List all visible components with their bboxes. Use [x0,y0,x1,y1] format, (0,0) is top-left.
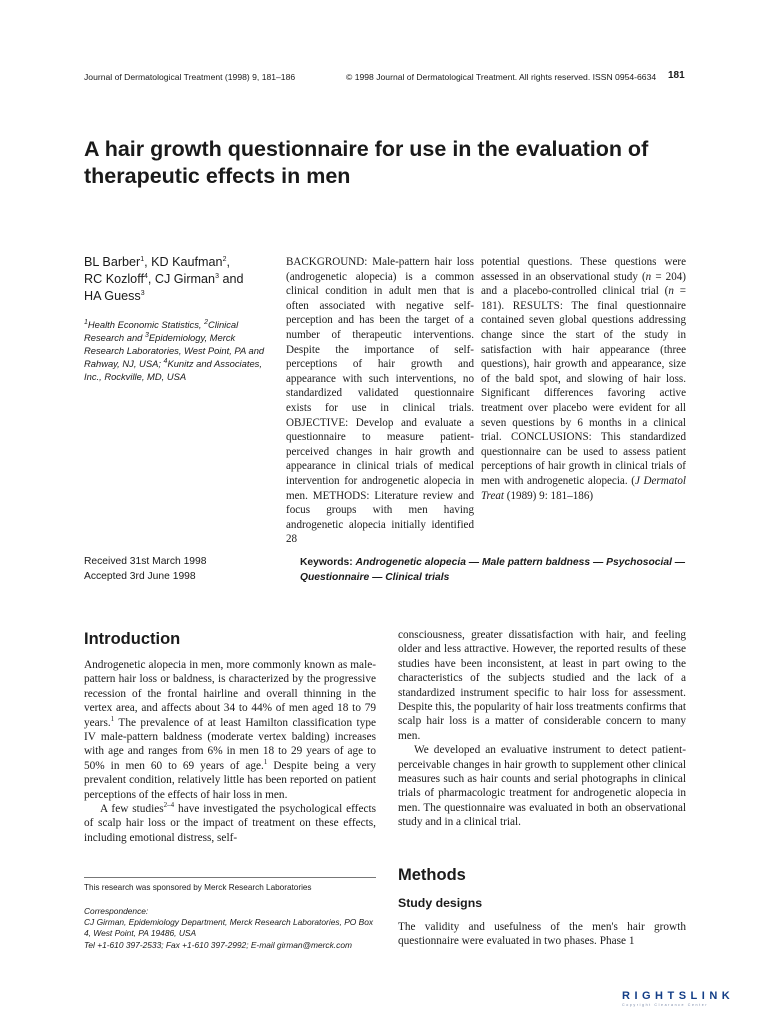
author-conjunction: and [218,272,244,286]
author-affiliation-mark: 2 [222,255,227,263]
author-name: BL Barber [84,255,141,269]
affiliation-mark: 1 [84,318,88,326]
reference-mark: 1 [110,714,115,723]
rightslink-tagline: Copyright Clearance Center [622,1003,709,1007]
author-name: KD Kaufman [151,255,223,269]
affiliation-text: Epidemiology, Merck Research Laboratories, West Point, PA and Rahway, NJ, USA; [84,332,265,369]
accepted-date: Accepted 3rd June 1998 [84,571,196,582]
affiliation-text: Clinical Research and [84,319,239,343]
correspondence-note [84,906,376,951]
citation-details: (1989) 9: 181–186) [504,489,594,502]
author-name: RC Kozloff [84,272,144,286]
article-title: A hair growth questionnaire for use in the evaluation of therapeutic effects in men [84,137,649,188]
author-affiliation-mark: 4 [143,272,148,280]
rightslink-logo[interactable] [622,990,762,1018]
affiliation-text: Kunitz and Associates, Inc., Rockville, MD, USA [84,358,262,382]
abstract-column-1: BACKGROUND: Male-pattern hair loss (androgenetic alopecia) is a common clinical condition in adult men that is often associated with negative self-perception and has been the target of a number of therapeutic interventions. Despite the importance of self-perceptions of hair growth and appearance with such interventions, no standardized validated questionnaire exists for use in clinical trials. OBJECTIVE: Develop and evaluate a questionnaire to measure patient-perceived changes in hair growth and appearance in clinical trials of medical intervention for androgenetic alopecia in men. METHODS: Literature review and focus groups with men having androgenetic alopecia initially identified 28 [286,256,474,546]
affiliation-mark: 3 [144,331,149,339]
introduction-heading: Introduction [84,630,181,648]
copyright-notice: © 1998 Journal of Dermatological Treatment. All rights reserved. ISSN 0954-6634 [346,72,657,82]
correspondence-contact: Tel +1-610 397-2533; Fax +1-610 397-2992; E-mail girman@merck.com [84,939,352,950]
correspondence-label: Correspondence: [84,906,149,916]
paragraph-text: have investigated the psychological effects of scalp hair loss or the impact of treatment on these effects, including emotional distress, self- [84,803,377,844]
methods-body [398,920,686,949]
author-affiliation-mark: 3 [215,272,219,280]
author-name: CJ Girman [154,272,216,286]
paragraph: consciousness, greater dissatisfaction with hair, and feeling older and less attractive. However, the reported results of these studies have been inconsistent, at least in part owing to the characteristics of the subjects studied and the lack of a standardized instrument specific to hair loss for assessment. Despite this, the popularity of hair loss treatments confirms that scalp hair loss is a matter of considerable concern to many men. [398,629,687,742]
funding-note: This research was sponsored by Merck Research Laboratories [84,883,312,892]
paragraph: The validity and usefulness of the men's hair growth questionnaire were evaluated in two phases. Phase 1 [398,921,686,948]
abstract-text: = 204) and a placebo-controlled clinical trial ( [481,270,686,298]
citation-journal: J Dermatol Treat [481,474,686,502]
correspondence-address: CJ Girman, Epidemiology Department, Merck Research Laboratories, PO Box 4, West Point, PA 19486, USA [84,917,374,939]
author-affiliation-mark: 1 [140,255,145,263]
affiliation-mark: 2 [204,318,209,326]
author-affiliation-mark: 3 [140,289,145,297]
paragraph [84,802,376,845]
journal-citation: Journal of Dermatological Treatment (1998) 9, 181–186 [84,72,296,82]
keywords-label: Keywords: [300,557,356,568]
page-number: 181 [668,70,685,81]
rightslink-wordmark: RIGHTSLINK [622,990,735,1002]
received-date: Received 31st March 1998 [84,556,207,567]
paragraph: We developed an evaluative instrument to detect patient-perceivable changes in hair growth to supplement other clinical measures such as hair counts and serial photographs in clinical trials of pharmacologic treatment for androgenetic alopecia in men. The questionnaire was evaluated in both an observational study and in a clinical trial. [398,744,686,829]
author-affiliations [84,318,276,383]
affiliation-text: Health Economic Statistics, [87,319,205,330]
paragraph-text: Despite being a very prevalent condition, relatively little has been reported on patient perceptions of the effects of hair loss in men. [84,759,376,801]
keywords-terms: Androgenetic alopecia — Male pattern baldness — Psychosocial — Questionnaire — Clinical trials [300,557,686,583]
abstract-text: = 181). RESULTS: The final questionnaire contained seven global questions addressing change since the start of the study in satisfaction with hair appearance (three questions), hair growth and appearance, size of the bald spot, and slowing of hair loss. Significant differences favoring active treatment over placebo were evident for all seven questions by 6 months in a clinical trial. CONCLUSIONS: This standardized questionnaire can be used to assess patient perceptions of hair growth in clinical trials of men with androgenetic alopecia. ( [481,285,687,487]
reference-mark: 2–4 [163,801,175,810]
footnote-divider [84,877,376,878]
paragraph-text: The prevalence of at least Hamilton classification type IV male-pattern baldness (moderate vertex balding) increases with age and ranges from 6% in men 18 to 29 years of age to 50% in men 60 to 69 years of age. [84,716,376,772]
paragraph-text: A few studies [100,803,164,816]
abstract-column-2 [481,255,686,503]
introduction-continued [398,628,686,830]
abstract-text: potential questions. These questions were assessed in an observational study ( [481,256,686,283]
affiliation-mark: 4 [163,357,168,365]
study-designs-heading: Study designs [398,896,483,910]
article-dates [84,554,207,584]
reference-mark: 1 [263,758,268,767]
sample-size-symbol: n [668,285,674,298]
introduction-body [84,658,376,845]
sample-size-symbol: n [645,270,652,283]
author-name: HA Guess [84,289,141,303]
author-list: BL Barber$^1$, KD Kaufman$^2$, RC Kozloff$^4$, CJ Girman$^3$ and HA Guess$^3$ [84,255,244,303]
paragraph-text: Androgenetic alopecia in men, more commonly known as male-pattern hair loss or baldness, is characterized by the progressive recession of the frontal hairline and overall thinning in the vertex area, and affects about 34 to 44% of men aged 18 to 79 years. [84,659,376,729]
keywords [300,555,690,585]
paragraph [84,658,376,802]
methods-heading: Methods [398,866,466,884]
